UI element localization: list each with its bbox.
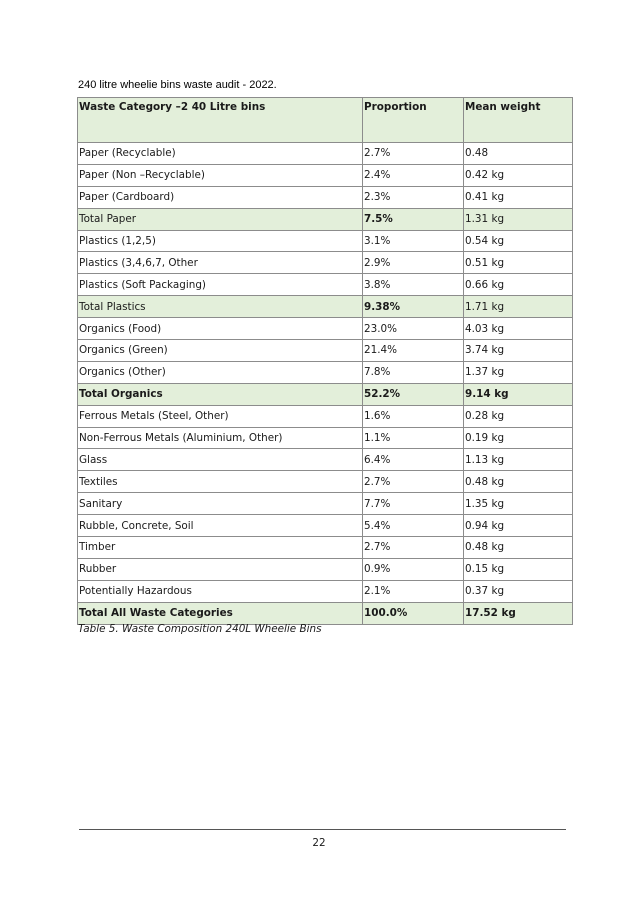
cell-proportion: 2.7% [363,537,464,559]
cell-proportion: 21.4% [363,340,464,362]
cell-weight: 1.71 kg [464,296,573,318]
cell-category: Paper (Non –Recyclable) [78,164,363,186]
cell-category: Textiles [78,471,363,493]
cell-proportion: 1.1% [363,427,464,449]
cell-proportion: 0.9% [363,558,464,580]
cell-weight: 0.51 kg [464,252,573,274]
cell-category: Paper (Recyclable) [78,143,363,165]
cell-category: Total All Waste Categories [78,602,363,624]
cell-proportion: 2.9% [363,252,464,274]
table-row [78,558,573,580]
cell-weight: 0.48 [464,143,573,165]
cell-weight: 0.28 kg [464,405,573,427]
cell-proportion: 7.7% [363,493,464,515]
page-number: 22 [312,837,326,849]
cell-proportion: 2.3% [363,186,464,208]
table-row [78,186,573,208]
cell-weight: 0.66 kg [464,274,573,296]
table-row [78,471,573,493]
column-header-weight: Mean weight [464,98,573,143]
cell-weight: 3.74 kg [464,340,573,362]
table-row [78,383,573,405]
cell-weight: 0.42 kg [464,164,573,186]
cell-proportion: 3.8% [363,274,464,296]
cell-category: Organics (Food) [78,318,363,340]
cell-category: Sanitary [78,493,363,515]
cell-proportion: 100.0% [363,602,464,624]
cell-weight: 1.37 kg [464,361,573,383]
cell-proportion: 52.2% [363,383,464,405]
cell-proportion: 7.5% [363,208,464,230]
table-row [78,515,573,537]
cell-weight: 0.37 kg [464,580,573,602]
cell-proportion: 7.8% [363,361,464,383]
cell-proportion: 9.38% [363,296,464,318]
cell-proportion: 2.1% [363,580,464,602]
cell-weight: 17.52 kg [464,602,573,624]
cell-weight: 0.48 kg [464,471,573,493]
table-row [78,274,573,296]
cell-category: Plastics (3,4,6,7, Other [78,252,363,274]
cell-category: Paper (Cardboard) [78,186,363,208]
cell-category: Organics (Other) [78,361,363,383]
cell-weight: 0.41 kg [464,186,573,208]
cell-weight: 0.15 kg [464,558,573,580]
cell-proportion: 3.1% [363,230,464,252]
table-row [78,143,573,165]
cell-proportion: 6.4% [363,449,464,471]
waste-composition-table [77,97,573,625]
cell-category: Rubble, Concrete, Soil [78,515,363,537]
cell-weight: 9.14 kg [464,383,573,405]
table-header-row [78,98,573,143]
table-row [78,208,573,230]
cell-weight: 1.35 kg [464,493,573,515]
table-row [78,427,573,449]
table-row [78,580,573,602]
table-row [78,493,573,515]
table-row [78,449,573,471]
table-row [78,252,573,274]
cell-category: Total Paper [78,208,363,230]
cell-proportion: 23.0% [363,318,464,340]
cell-weight: 4.03 kg [464,318,573,340]
cell-proportion: 2.7% [363,471,464,493]
cell-weight: 0.19 kg [464,427,573,449]
cell-category: Rubber [78,558,363,580]
footer-divider [79,829,566,830]
table-caption: Table 5. Waste Composition 240L Wheelie Bins [78,623,322,635]
cell-category: Total Plastics [78,296,363,318]
cell-weight: 0.54 kg [464,230,573,252]
cell-proportion: 1.6% [363,405,464,427]
column-header-category: Waste Category –2 40 Litre bins [78,98,363,143]
cell-weight: 1.31 kg [464,208,573,230]
table-row [78,164,573,186]
cell-category: Potentially Hazardous [78,580,363,602]
table-row [78,230,573,252]
table-row [78,405,573,427]
cell-category: Plastics (1,2,5) [78,230,363,252]
table-row [78,361,573,383]
column-header-proportion: Proportion [363,98,464,143]
cell-proportion: 2.7% [363,143,464,165]
table-row [78,296,573,318]
cell-category: Total Organics [78,383,363,405]
cell-weight: 0.48 kg [464,537,573,559]
cell-category: Plastics (Soft Packaging) [78,274,363,296]
cell-category: Non-Ferrous Metals (Aluminium, Other) [78,427,363,449]
cell-proportion: 5.4% [363,515,464,537]
cell-category: Timber [78,537,363,559]
cell-category: Organics (Green) [78,340,363,362]
table-row [78,537,573,559]
table-row [78,602,573,624]
cell-proportion: 2.4% [363,164,464,186]
cell-category: Glass [78,449,363,471]
table-row [78,340,573,362]
cell-category: Ferrous Metals (Steel, Other) [78,405,363,427]
cell-weight: 1.13 kg [464,449,573,471]
table-heading: 240 litre wheelie bins waste audit - 2022. [78,79,277,91]
table-row [78,318,573,340]
table-body [78,143,573,625]
cell-weight: 0.94 kg [464,515,573,537]
